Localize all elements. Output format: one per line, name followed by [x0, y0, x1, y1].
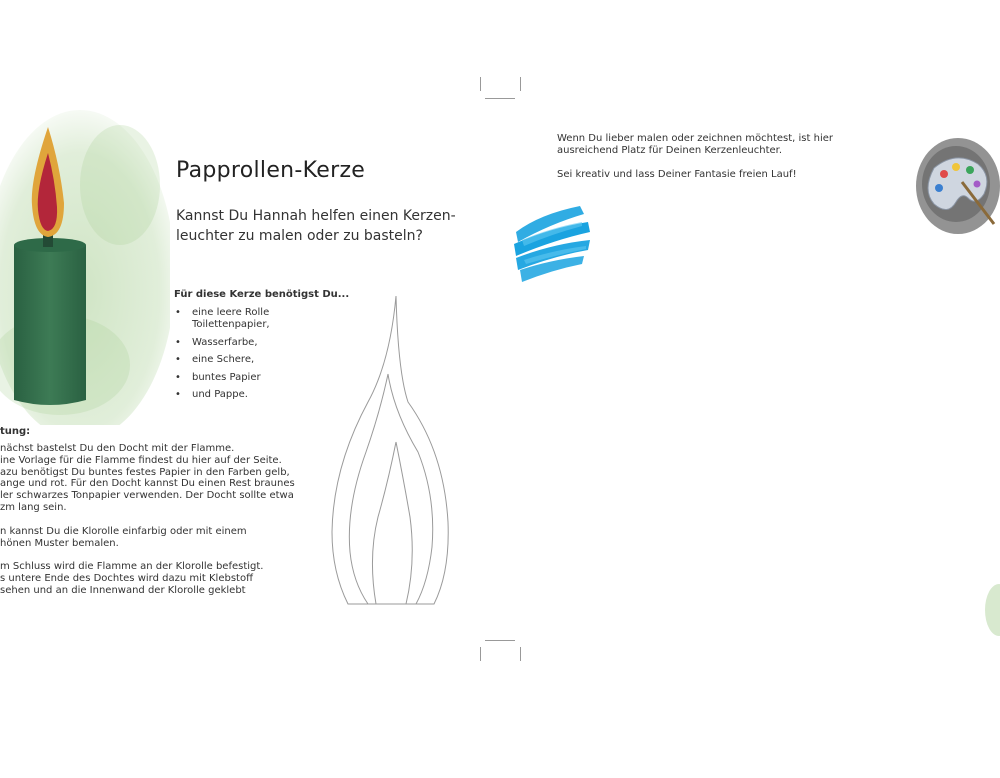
paragraph: Sei kreativ und lass Deiner Fantasie freien Lauf! [557, 168, 797, 180]
instructions-step-1: nächst bastelst Du den Docht mit der Flamme. ine Vorlage für die Flamme findest du hier auf der Seite. azu benötigst Du buntes festes Papier in den Farben gelb, ange und rot. Für den Docht kannst Du einen Rest braunes ler schwarzes Tonpapier verwenden. Der Docht sollte etwa zm lang sein. [0, 443, 295, 513]
instructions-heading: tung: [0, 426, 31, 437]
watercolor-corner [975, 580, 1000, 640]
paint-palette-illustration [912, 132, 1000, 237]
flame-template-outline [328, 292, 454, 608]
list-item: • und Pappe. [174, 389, 374, 401]
page-title: Papprollen-Kerze [176, 158, 366, 183]
crop-mark-top-left [480, 77, 481, 91]
crop-mark-bottom-left [480, 647, 481, 661]
crop-mark-top-right [520, 77, 521, 91]
materials-heading: Für diese Kerze benötigst Du... [174, 289, 350, 300]
page-subtitle: Kannst Du Hannah helfen einen Kerzen- leuchter zu malen oder zu basteln? [176, 208, 456, 244]
crop-mark-top-center [485, 98, 515, 99]
blue-paint-stroke [510, 200, 592, 288]
crop-mark-bottom-center [485, 640, 515, 641]
instructions-step-2: n kannst Du die Klorolle einfarbig oder mit einem hönen Muster bemalen. [0, 526, 247, 549]
list-item: • eine Schere, [174, 354, 374, 366]
list-item: • buntes Papier [174, 372, 374, 384]
crop-mark-bottom-right [520, 647, 521, 661]
right-page-text [557, 133, 857, 180]
candle-body [14, 240, 86, 405]
instructions-step-3: m Schluss wird die Flamme an der Klorolle befestigt. s untere Ende des Dochtes wird dazu mit Klebstoff sehen und an die Innenwand der Klorolle geklebt [0, 561, 264, 596]
list-item: • Wasserfarbe, [174, 337, 374, 349]
paragraph: Wenn Du lieber malen oder zeichnen möchtest, ist hier ausreichend Platz für Deinen Kerzenleuchter. [557, 133, 833, 156]
candle-illustration [0, 95, 170, 425]
list-item: • eine leere Rolle Toilettenpapier, [174, 307, 374, 331]
